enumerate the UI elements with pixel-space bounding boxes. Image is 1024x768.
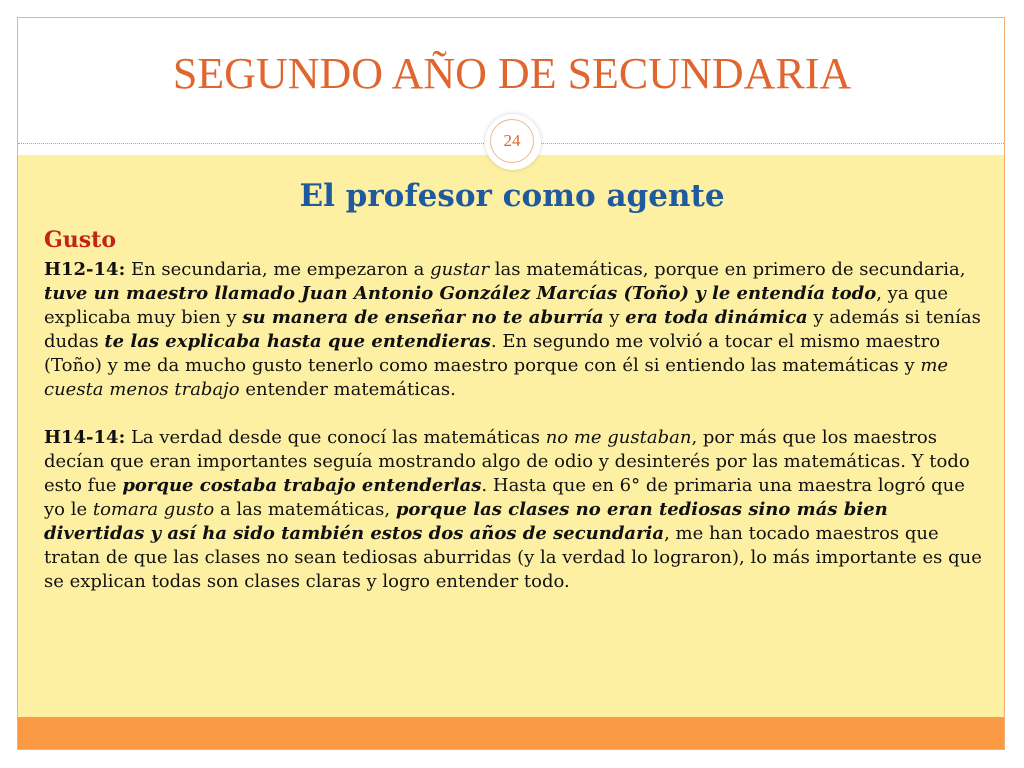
quote-text: las matemáticas, porque en primero de secundaria,	[489, 259, 966, 280]
quote-strong-emphasis: tuve un maestro llamado Juan Antonio González Marcías (Toño) y le entendía todo	[44, 283, 877, 304]
quote-strong-emphasis: su manera de enseñar no te aburría	[242, 307, 604, 328]
quote-speaker: H12-14:	[44, 259, 126, 280]
section-heading: Gusto	[44, 227, 117, 253]
quote-text: . En segundo me volvió a tocar el mismo maestro (Toño) y me da mucho gusto tenerlo como maestro porque con él si entiendo las matemáticas y	[44, 331, 941, 376]
quote-text: , ya que explicaba muy bien y	[44, 283, 949, 328]
slide-subtitle: El profesor como agente	[299, 178, 725, 214]
quote-paragraph-1	[44, 258, 984, 402]
quote-strong-emphasis: porque costaba trabajo entenderlas	[122, 475, 482, 496]
slide-title: SEGUNDO AÑO DE SECUNDARIA	[172, 49, 852, 98]
quote-text: La verdad desde que conocí las matemáticas	[125, 427, 546, 448]
footer-bar	[18, 717, 1004, 749]
quote-text: , por más que los maestros decían que eran importantes seguía mostrando algo de odio y desinterés por las matemáticas. Y todo esto fue	[44, 427, 970, 496]
quote-text: . Hasta que en 6° de primaria una maestra logró que yo le	[44, 475, 965, 520]
quote-speaker: H14-14:	[44, 427, 126, 448]
quote-emphasis: tomara gusto	[92, 499, 215, 520]
page-number-badge	[485, 114, 541, 170]
quote-strong-emphasis: era toda dinámica	[625, 307, 808, 328]
quote-text: , me han tocado maestros que tratan de que las clases no sean tediosas aburridas (y la verdad lo lograron), lo más importante es que se explican todas son clases claras y logro entender todo.	[44, 523, 982, 592]
slide-body	[44, 258, 984, 594]
quote-text: En secundaria, me empezaron a	[125, 259, 431, 280]
quote-emphasis: gustar	[430, 259, 490, 280]
quote-text: entender matemáticas.	[239, 379, 456, 400]
quote-text: a las matemáticas,	[214, 499, 396, 520]
quote-emphasis: me cuesta menos trabajo	[44, 355, 949, 400]
quote-emphasis: no me gustaban	[545, 427, 692, 448]
quote-paragraph-2	[44, 426, 984, 594]
page-number: 24	[490, 119, 534, 163]
quote-strong-emphasis: porque las clases no eran tediosas sino más bien divertidas y así ha sido también estos dos años de secundaria	[44, 499, 888, 544]
quote-text: y	[603, 307, 626, 328]
quote-text: y además si tenías dudas	[44, 307, 981, 352]
quote-strong-emphasis: te las explicaba hasta que entendieras	[104, 331, 491, 352]
